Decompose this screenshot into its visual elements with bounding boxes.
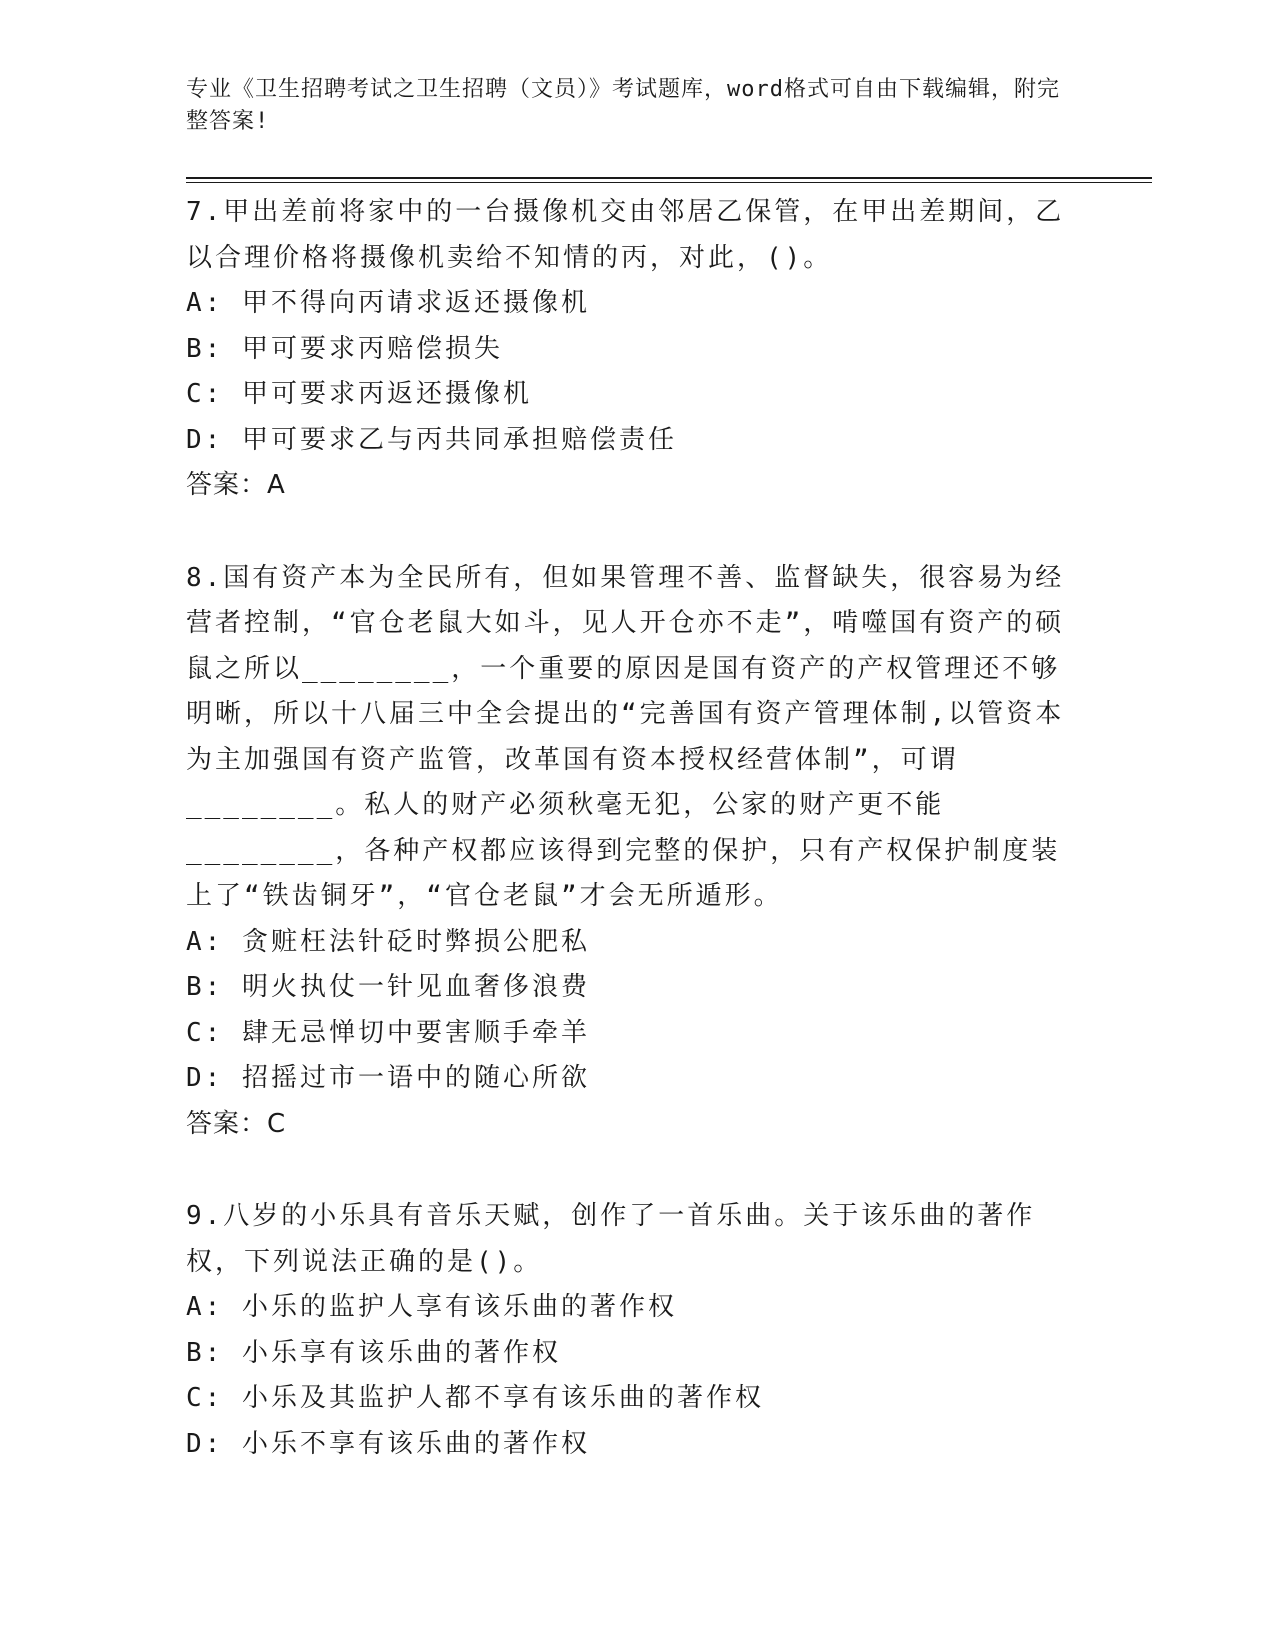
option-d: D: 小乐不享有该乐曲的著作权 [186, 1428, 590, 1459]
question-stem: 8.国有资产本为全民所有，但如果管理不善、监督缺失，很容易为经营者控制，“官仓老鼠大如斗，见人开仓亦不走”，啃噬国有资产的硕鼠之所以________，一个重要的原因是国有资产的产权管理还不够明晰，所以十八届三中全会提出的“完善国有资产管理体制,以管资本为主加强国有资产监管，改革国有资本授权经营体制”，可谓________。私人的财产必须秋毫无犯，公家的财产更不能________，各种产权都应该得到完整的保护，只有产权保护制度装上了“铁齿铜牙”，“官仓老鼠”才会无所遁形。 [186, 562, 1065, 911]
option-a: A: 贪赃枉法针砭时弊损公肥私 [186, 926, 590, 957]
answer-line: 答案：C [186, 1108, 287, 1139]
question-stem: 9.八岁的小乐具有音乐天赋，创作了一首乐曲。关于该乐曲的著作权，下列说法正确的是()。 [186, 1201, 1036, 1277]
option-c: C: 肆无忌惮切中要害顺手牵羊 [186, 1017, 590, 1048]
option-d: D: 甲可要求乙与丙共同承担赔偿责任 [186, 424, 677, 455]
option-b: B: 明火执仗一针见血奢侈浪费 [186, 972, 590, 1002]
question-spacer [186, 509, 1086, 556]
question-9 [186, 1194, 1086, 1467]
document-header: 专业《卫生招聘考试之卫生招聘（文员）》考试题库，word格式可自由下载编辑，附完整答案! [186, 77, 1060, 134]
question-stem: 7.甲出差前将家中的一台摄像机交由邻居乙保管，在甲出差期间，乙以合理价格将摄像机卖给不知情的丙，对此，()。 [186, 197, 1065, 273]
question-8 [186, 556, 1086, 1148]
option-a: A: 小乐的监护人享有该乐曲的著作权 [186, 1292, 677, 1322]
option-d: D: 招摇过市一语中的随心所欲 [186, 1063, 590, 1093]
header-divider-thin [186, 182, 1152, 183]
question-7 [186, 190, 1086, 509]
option-b: B: 小乐享有该乐曲的著作权 [186, 1337, 561, 1368]
option-a: A: 甲不得向丙请求返还摄像机 [186, 288, 590, 318]
answer-line: 答案：A [186, 470, 286, 500]
header-divider-thick [186, 177, 1152, 179]
option-c: C: 小乐及其监护人都不享有该乐曲的著作权 [186, 1383, 764, 1413]
question-list [186, 190, 1086, 1467]
option-c: C: 甲可要求丙返还摄像机 [186, 379, 532, 409]
question-spacer [186, 1147, 1086, 1194]
option-b: B: 甲可要求丙赔偿损失 [186, 333, 503, 364]
